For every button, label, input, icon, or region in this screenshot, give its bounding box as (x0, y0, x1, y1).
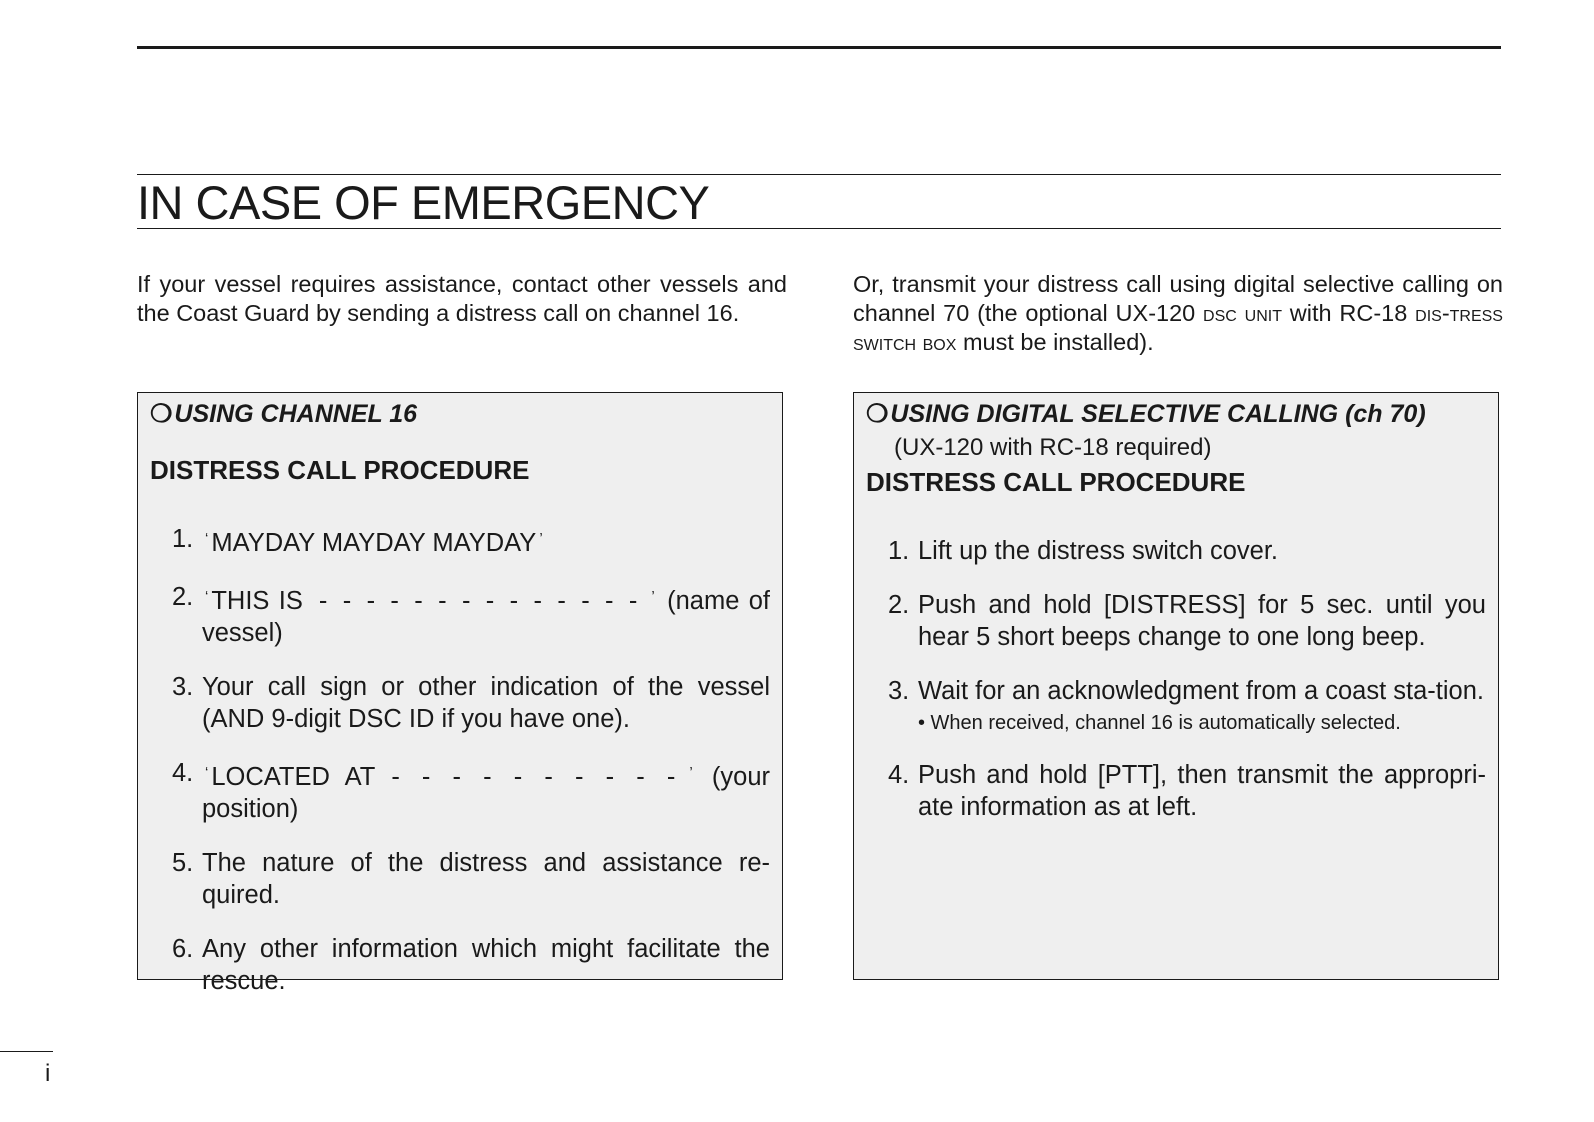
step-text: THIS IS (211, 587, 303, 615)
open-quote: ‘ (205, 588, 209, 605)
list-item (150, 757, 770, 825)
step-text: Push and hold [DISTRESS] for 5 sec. until you hear 5 short beeps change to one long beep. (918, 591, 1486, 651)
blank-dashes: - - - - - - - - - - - - - - (318, 587, 641, 615)
step-number: 1. (172, 525, 194, 553)
list-item (866, 535, 1486, 567)
step-number: 2. (888, 591, 910, 619)
channel-16-heading-text: USING CHANNEL 16 (174, 400, 418, 428)
step-text: Wait for an acknowledgment from a coast sta-tion. (918, 677, 1484, 705)
list-item (866, 759, 1486, 823)
intro-right-paragraph (853, 270, 1503, 357)
dsc-procedure-title: DISTRESS CALL PROCEDURE (866, 467, 1246, 497)
channel-16-steps (150, 523, 770, 997)
list-item (150, 523, 770, 559)
intro-right-dsc-unit: dsc unit (1203, 300, 1282, 326)
step-note: • When received, channel 16 is automatically selected. (918, 712, 1401, 734)
step-suffix: (your position) (202, 763, 770, 823)
step-text: Your call sign or other indication of the vessel (AND 9-digit DSC ID if you have one). (202, 673, 770, 733)
header-rule (137, 46, 1501, 49)
dsc-steps (866, 535, 1486, 823)
step-suffix: (name of vessel) (202, 587, 770, 647)
step-text: The nature of the distress and assistance re-quired. (202, 849, 770, 909)
step-number: 3. (172, 673, 194, 701)
dsc-heading (866, 399, 1486, 429)
channel-16-heading (150, 399, 770, 429)
list-item (866, 675, 1486, 737)
step-number: 4. (172, 759, 194, 787)
close-quote: ’ (689, 764, 693, 781)
intro-right-text-2: with RC-18 (1281, 300, 1416, 326)
channel-16-box (137, 392, 783, 995)
open-quote: ‘ (205, 530, 209, 547)
step-number: 3. (888, 677, 910, 705)
blank-dashes: - - - - - - - - - - (391, 763, 679, 791)
dsc-box (853, 392, 1499, 980)
page-number: i (45, 1060, 51, 1087)
close-quote: ’ (539, 530, 543, 547)
step-text: LOCATED AT (211, 763, 376, 791)
step-number: 6. (172, 935, 194, 963)
close-quote: ’ (651, 588, 655, 605)
section-bullet-icon: ❍ (150, 400, 173, 428)
dsc-heading-text: USING DIGITAL SELECTIVE CALLING (ch 70) (890, 400, 1426, 428)
list-item (150, 847, 770, 911)
step-number: 4. (888, 761, 910, 789)
list-item (150, 581, 770, 649)
list-item (866, 589, 1486, 653)
intro-left-paragraph: If your vessel requires assistance, contact other vessels and the Coast Guard by sending a distress call on channel 16. (137, 271, 787, 326)
intro-right-text-1: Or, transmit your distress call using digital selective calling on channel 70 (the optional UX-120 (853, 271, 1503, 326)
open-quote: ‘ (205, 764, 209, 781)
list-item (150, 671, 770, 735)
intro-right-distress-switch-box: dis-tress switch box (853, 300, 1503, 355)
step-text: Lift up the distress switch cover. (918, 537, 1278, 565)
channel-16-procedure-title: DISTRESS CALL PROCEDURE (150, 455, 530, 485)
step-text: MAYDAY MAYDAY MAYDAY (211, 529, 537, 557)
page-title: IN CASE OF EMERGENCY (137, 176, 710, 229)
title-rule-top (137, 174, 1501, 175)
intro-right-text-3: must be installed). (956, 329, 1154, 355)
step-text: Any other information which might facilitate the rescue. (202, 935, 770, 995)
dsc-subheading: (UX-120 with RC-18 required) (894, 434, 1212, 461)
step-text: Push and hold [PTT], then transmit the appropri-ate information as at left. (918, 761, 1486, 821)
section-bullet-icon: ❍ (866, 400, 889, 428)
title-rule-bottom (137, 228, 1501, 229)
step-number: 2. (172, 583, 194, 611)
footer-rule (0, 1051, 53, 1052)
step-number: 1. (888, 537, 910, 565)
step-number: 5. (172, 849, 194, 877)
list-item (150, 933, 770, 997)
